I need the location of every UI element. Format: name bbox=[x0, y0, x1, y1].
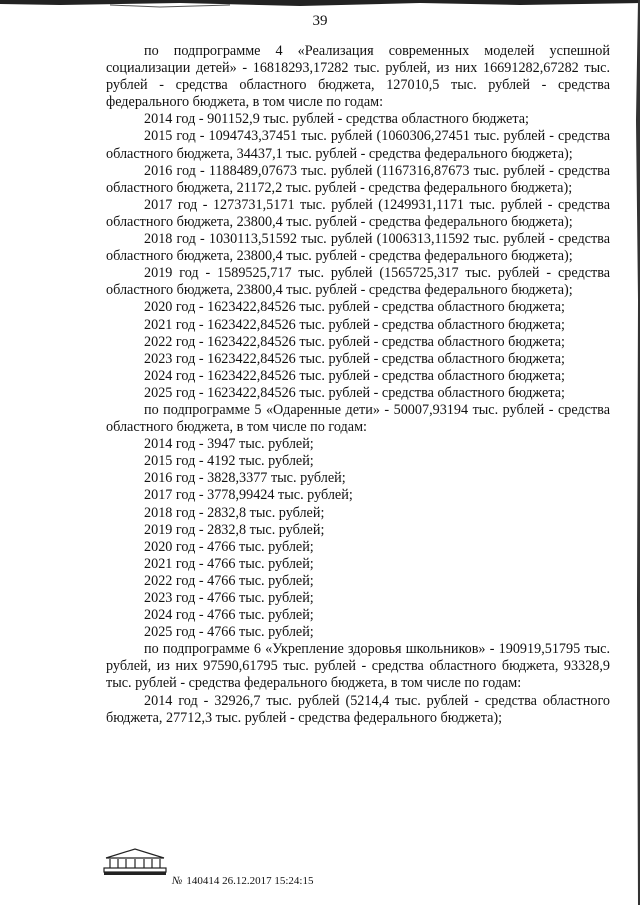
scan-edge-right bbox=[632, 0, 640, 905]
year-line: 2018 год - 2832,8 тыс. рублей; bbox=[144, 504, 325, 521]
year-line: 2017 год - 3778,99424 тыс. рублей; bbox=[144, 487, 353, 504]
text-paragraph: 2017 год - 1273731,5171 тыс. рублей (1249931,1171 тыс. рублей - средства областного бюджета, 23800,4 тыс. рублей - средства федерального бюджета); bbox=[106, 196, 610, 230]
year-line: 2021 год - 1623422,84526 тыс. рублей - средства областного бюджета; bbox=[144, 316, 565, 333]
building-stamp-icon bbox=[102, 846, 168, 876]
year-line: 2025 год - 1623422,84526 тыс. рублей - средства областного бюджета; bbox=[144, 384, 565, 401]
year-line: 2014 год - 901152,9 тыс. рублей - средства областного бюджета; bbox=[144, 111, 529, 128]
year-line: 2021 год - 4766 тыс. рублей; bbox=[144, 555, 314, 572]
year-line: 2024 год - 4766 тыс. рублей; bbox=[144, 607, 314, 624]
text-paragraph: по подпрограмме 6 «Укрепление здоровья школьников» - 190919,51795 тыс. рублей, из них 97590,61795 тыс. рублей - средства областного бюджета, 93328,9 тыс. рублей - средства федерального бюджета, в том числе по годам: bbox=[106, 641, 610, 692]
year-line: 2022 год - 1623422,84526 тыс. рублей - средства областного бюджета; bbox=[144, 333, 565, 350]
year-line: 2015 год - 4192 тыс. рублей; bbox=[144, 453, 314, 470]
year-line: 2016 год - 3828,3377 тыс. рублей; bbox=[144, 470, 346, 487]
year-line: 2023 год - 4766 тыс. рублей; bbox=[144, 590, 314, 606]
year-line: 2019 год - 2832,8 тыс. рублей; bbox=[144, 521, 325, 538]
text-paragraph: 2019 год - 1589525,717 тыс. рублей (1565725,317 тыс. рублей - средства областного бюджета, 23800,4 тыс. рублей - средства федерального бюджета); bbox=[106, 265, 610, 299]
footer bbox=[102, 846, 402, 886]
year-line: 2022 год - 4766 тыс. рублей; bbox=[144, 572, 314, 589]
year-line: 2020 год - 4766 тыс. рублей; bbox=[144, 538, 314, 555]
year-line: 2014 год - 3947 тыс. рублей; bbox=[144, 436, 314, 453]
text-paragraph: 2016 год - 1188489,07673 тыс. рублей (1167316,87673 тыс. рублей - средства областного бюджета, 21172,2 тыс. рублей - средства федерального бюджета); bbox=[106, 162, 610, 196]
text-paragraph: по подпрограмме 4 «Реализация современных моделей успешной социализации детей» - 16818293,17282 тыс. рублей, из них 16691282,67282 тыс. рублей - средства областного бюджета, 127010,5 тыс. рублей - средства федерального бюджета, в том числе по годам: bbox=[106, 43, 610, 111]
text-paragraph: 2014 год - 32926,7 тыс. рублей (5214,4 тыс. рублей - средства областного бюджета, 27712,3 тыс. рублей - средства федерального бюджета); bbox=[106, 692, 610, 726]
scan-edge-top bbox=[0, 0, 640, 12]
year-line: 2020 год - 1623422,84526 тыс. рублей - средства областного бюджета; bbox=[144, 299, 565, 316]
registration-number-and-timestamp: 140414 26.12.2017 15:24:15 bbox=[186, 875, 314, 887]
page-number: 39 bbox=[312, 13, 328, 29]
year-line: 2025 год - 4766 тыс. рублей; bbox=[144, 624, 314, 641]
document-registration-info bbox=[172, 875, 314, 887]
text-paragraph: по подпрограмме 5 «Одаренные дети» - 50007,93194 тыс. рублей - средства областного бюджета, в том числе по годам: bbox=[106, 401, 610, 436]
text-paragraph: 2015 год - 1094743,37451 тыс. рублей (1060306,27451 тыс. рублей - средства областного бюджета, 34437,1 тыс. рублей - средства федерального бюджета); bbox=[106, 128, 610, 162]
number-sign: № bbox=[172, 875, 183, 887]
text-paragraph: 2018 год - 1030113,51592 тыс. рублей (1006313,11592 тыс. рублей - средства областного бюджета, 23800,4 тыс. рублей - средства федерального бюджета); bbox=[106, 231, 610, 265]
year-line: 2023 год - 1623422,84526 тыс. рублей - средства областного бюджета; bbox=[144, 350, 565, 367]
year-line: 2024 год - 1623422,84526 тыс. рублей - средства областного бюджета; bbox=[144, 367, 565, 384]
document-body bbox=[106, 43, 610, 727]
